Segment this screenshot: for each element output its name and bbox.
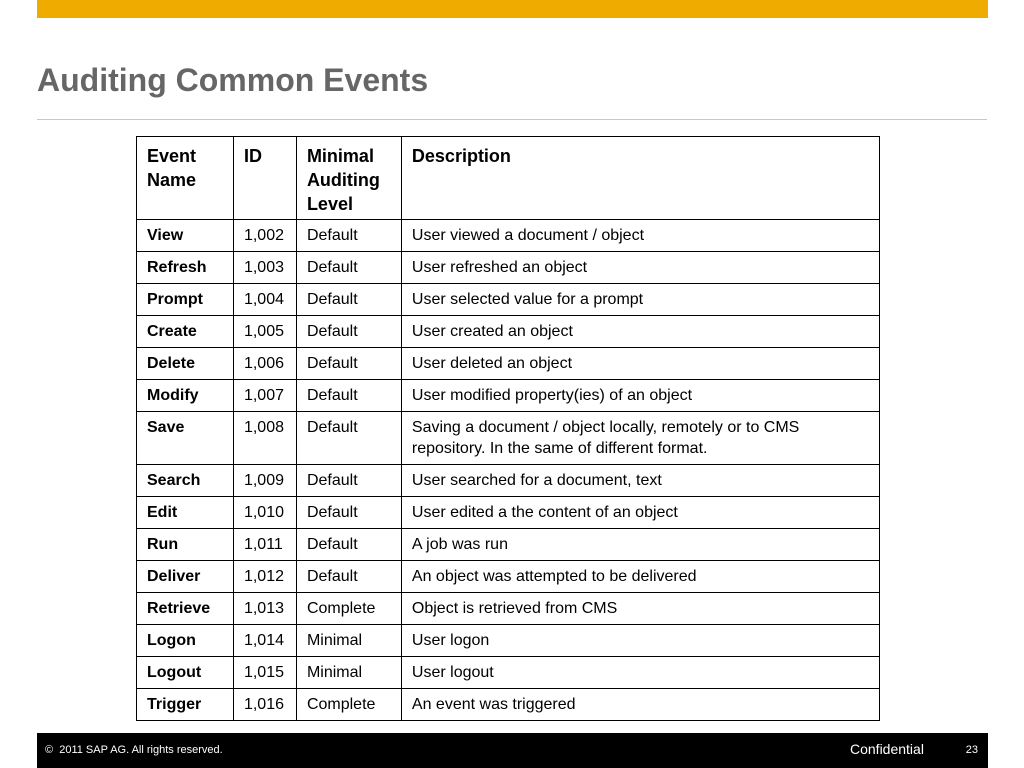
cell-event-name: View [137,220,234,252]
cell-description: User modified property(ies) of an object [401,380,879,412]
table-row [137,412,880,465]
cell-auditing-level: Complete [296,689,401,721]
cell-event-name: Search [137,465,234,497]
cell-auditing-level: Default [296,316,401,348]
cell-event-name: Create [137,316,234,348]
cell-description: An event was triggered [401,689,879,721]
table-row [137,497,880,529]
cell-description: User logon [401,625,879,657]
cell-auditing-level: Default [296,220,401,252]
cell-description: User refreshed an object [401,252,879,284]
cell-id: 1,014 [233,625,296,657]
header-event-name: Event Name [137,137,234,220]
accent-bar [37,0,988,18]
cell-description: User logout [401,657,879,689]
cell-description: User viewed a document / object [401,220,879,252]
table-row [137,561,880,593]
confidential-label: Confidential [850,741,924,757]
cell-id: 1,003 [233,252,296,284]
cell-description: User created an object [401,316,879,348]
header-description: Description [401,137,879,220]
footer [37,733,988,768]
cell-auditing-level: Default [296,380,401,412]
cell-id: 1,004 [233,284,296,316]
copyright-text: © 2011 SAP AG. All rights reserved. [45,744,223,756]
page-number: 23 [965,744,978,756]
cell-auditing-level: Default [296,252,401,284]
events-table-container [136,136,880,721]
cell-id: 1,002 [233,220,296,252]
cell-id: 1,015 [233,657,296,689]
table-row [137,220,880,252]
cell-id: 1,010 [233,497,296,529]
cell-description: User edited a the content of an object [401,497,879,529]
table-row [137,348,880,380]
cell-description: User searched for a document, text [401,465,879,497]
cell-description: User deleted an object [401,348,879,380]
table-row [137,284,880,316]
table-row [137,316,880,348]
table-row [137,465,880,497]
cell-event-name: Modify [137,380,234,412]
cell-auditing-level: Default [296,348,401,380]
cell-event-name: Deliver [137,561,234,593]
cell-event-name: Logon [137,625,234,657]
header-id: ID [233,137,296,220]
table-row [137,657,880,689]
table-row [137,593,880,625]
cell-event-name: Prompt [137,284,234,316]
table-row [137,529,880,561]
cell-id: 1,016 [233,689,296,721]
table-row [137,380,880,412]
header-minimal-auditing-level: Minimal Auditing Level [296,137,401,220]
title-divider [37,119,987,120]
cell-id: 1,006 [233,348,296,380]
table-row [137,252,880,284]
cell-id: 1,009 [233,465,296,497]
cell-id: 1,013 [233,593,296,625]
cell-event-name: Logout [137,657,234,689]
cell-auditing-level: Minimal [296,625,401,657]
cell-description: A job was run [401,529,879,561]
cell-auditing-level: Default [296,284,401,316]
cell-id: 1,011 [233,529,296,561]
cell-event-name: Edit [137,497,234,529]
cell-description: Saving a document / object locally, remotely or to CMS repository. In the same of different format. [401,412,879,465]
events-table [136,136,880,721]
table-row [137,625,880,657]
cell-event-name: Refresh [137,252,234,284]
cell-id: 1,005 [233,316,296,348]
cell-auditing-level: Complete [296,593,401,625]
cell-auditing-level: Default [296,465,401,497]
table-row [137,689,880,721]
cell-event-name: Trigger [137,689,234,721]
cell-auditing-level: Default [296,497,401,529]
cell-event-name: Retrieve [137,593,234,625]
cell-id: 1,012 [233,561,296,593]
cell-auditing-level: Minimal [296,657,401,689]
cell-description: Object is retrieved from CMS [401,593,879,625]
cell-auditing-level: Default [296,412,401,465]
cell-auditing-level: Default [296,561,401,593]
cell-id: 1,007 [233,380,296,412]
cell-event-name: Delete [137,348,234,380]
cell-description: An object was attempted to be delivered [401,561,879,593]
cell-description: User selected value for a prompt [401,284,879,316]
table-header-row [137,137,880,220]
cell-id: 1,008 [233,412,296,465]
table-body [137,220,880,721]
page-title: Auditing Common Events [37,62,429,98]
cell-event-name: Run [137,529,234,561]
cell-event-name: Save [137,412,234,465]
cell-auditing-level: Default [296,529,401,561]
